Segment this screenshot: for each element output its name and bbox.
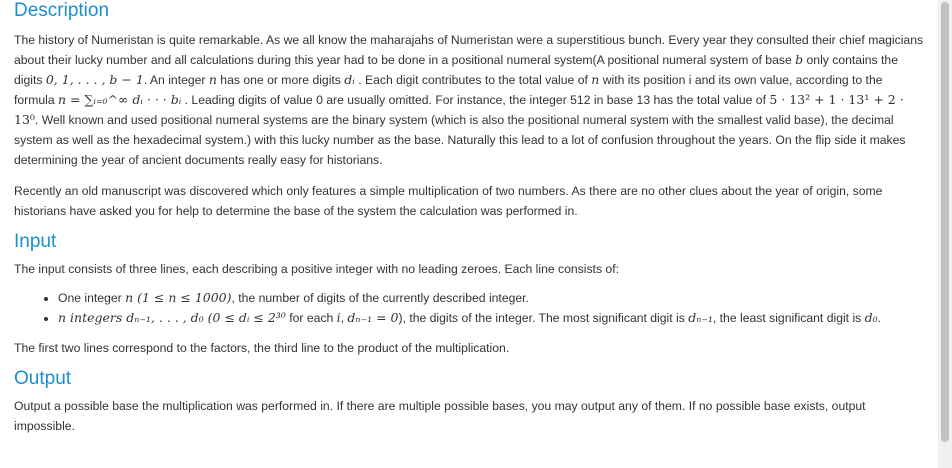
output-text: Output a possible base the multiplication was performed in. If there are multiple possible bases, you may output any of them. If no possible base exists, output impossible. (14, 399, 866, 433)
description-paragraph-2: Recently an old manuscript was discovered which only features a simple multiplication of two numbers. As there are no other clues about the year of origin, some historians have asked you for help to determine the base of the system the calculation was performed in. (14, 184, 883, 218)
vertical-scrollbar[interactable] (938, 0, 952, 468)
list-item: • One integer n (1 ≤ n ≤ 1000), the number of digits of the currently described integer. (58, 288, 926, 308)
input-outro: The first two lines correspond to the factors, the third line to the product of the multiplication. (14, 341, 510, 355)
output-heading: Output (14, 368, 72, 389)
input-heading: Input (14, 231, 57, 252)
description-paragraph-1: The history of Numeristan is quite remarkable. As we all know the maharajahs of Numeristan were a superstitious bunch. Every year they consulted their chief magicians about their lucky number and all calculations during this year had to be done in a positional numeral system(A positional numeral system of base b only contains the digits 0, 1, . . . , b − 1. An integer n has one or more digits dᵢ . Each digit contributes to the total value of n with its position i and its own value, according to the formula n = ∑ᵢ₌₀^∞ dᵢ · · · bᵢ . Leading digits of value 0 are usually omitted. For instance, the integer 512 in base 13 has the total value of 5 · 13² + 1 · 13¹ + 2 · 13⁰. Well known and used positional numeral systems are the binary system (which is also the positional numeral system with the smallest valid base), the decimal system as well as the hexadecimal system.) with this lucky number as the base. Naturally this lead to a lot of confusion throughout the years. On the flip side it makes determining the year of ancient documents really easy for historians. (14, 33, 924, 167)
scrollbar-thumb[interactable] (941, 2, 949, 442)
list-item: • n integers dₙ₋₁, . . . , d₀ (0 ≤ dᵢ ≤ 2³⁰ for each i, dₙ₋₁ = 0), the digits of the integer. The most significant digit is dₙ₋₁, the least significant digit is d₀. (58, 308, 926, 328)
input-format-list (14, 288, 926, 328)
problem-statement (14, 0, 926, 436)
input-intro: The input consists of three lines, each describing a positive integer with no leading zeroes. Each line consists of: (14, 262, 619, 276)
description-heading: Description (14, 0, 110, 21)
